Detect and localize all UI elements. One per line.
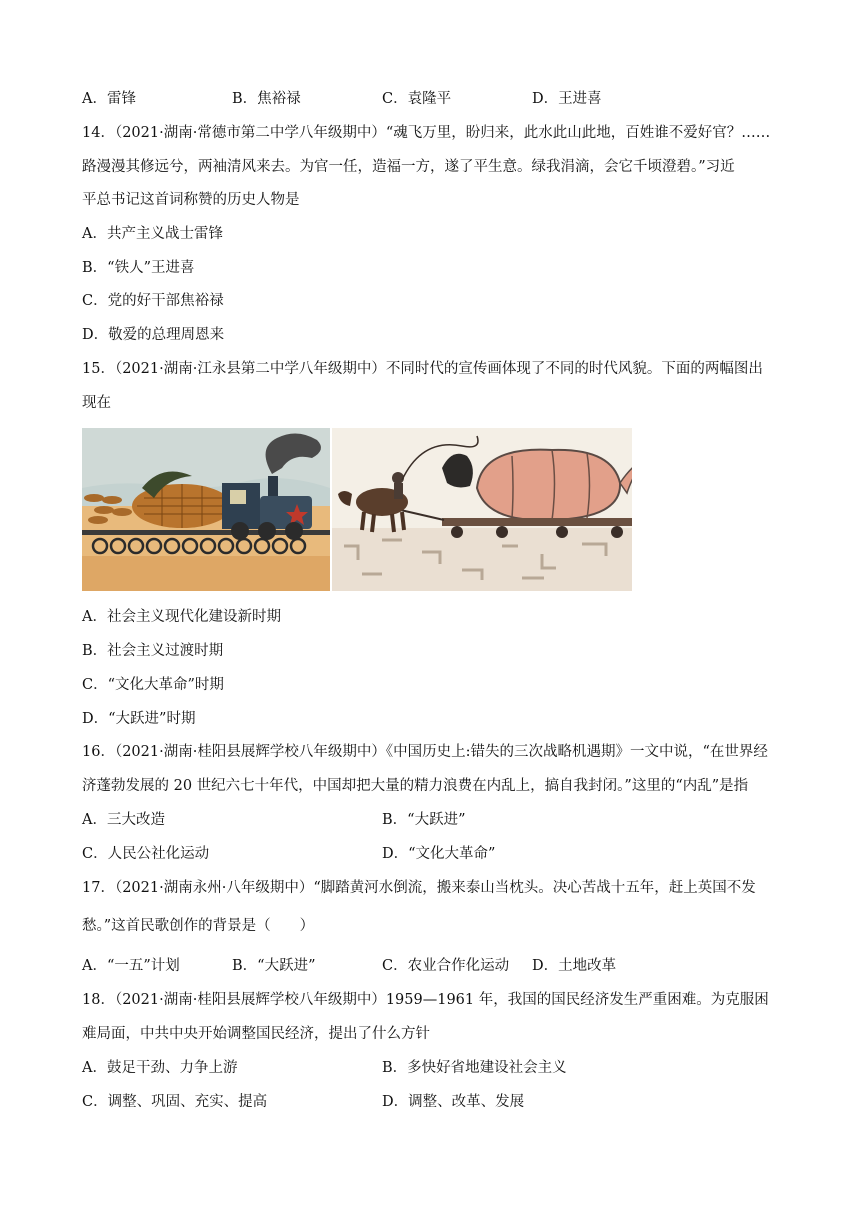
q15-option-c: C．“文化大革命”时期 — [82, 677, 224, 693]
q13-option-a: A．雷锋 — [82, 91, 136, 107]
q14-stem-line-3: 平总书记这首词称赞的历史人物是 — [82, 192, 300, 208]
q13-option-b: B．焦裕禄 — [232, 91, 301, 107]
q16-option-a: A．三大改造 — [82, 812, 165, 828]
propaganda-posters-image — [82, 428, 632, 591]
q14-option-a: A．共产主义战士雷锋 — [82, 226, 223, 242]
ox-cart-poster — [332, 428, 632, 591]
q15-option-b: B．社会主义过渡时期 — [82, 643, 224, 659]
q17-stem-line-1: 17．（2021·湖南永州·八年级期中）“脚踏黄河水倒流，搬来泰山当枕头。决心苦战十五年，赶上英国不发 — [82, 880, 756, 896]
q14-stem-line-2: 路漫漫其修远兮，两袖清风来去。为官一任，造福一方，遂了平生意。绿我涓滴，会它千顷澄碧。”习近 — [82, 159, 735, 175]
q15-option-a: A．社会主义现代化建设新时期 — [82, 609, 281, 625]
q17-option-c: C．农业合作化运动 — [382, 958, 510, 974]
q15-stem-line-2: 现在 — [82, 395, 111, 411]
q14-stem-line-1: 14．（2021·湖南·常德市第二中学八年级期中）“魂飞万里，盼归来，此水此山此地，百姓谁不爱好官？…… — [82, 125, 771, 141]
q16-stem-line-2: 济蓬勃发展的 20 世纪六七十年代，中国却把大量的精力浪费在内乱上，搞自我封闭。”这里的“内乱”是指 — [82, 778, 749, 794]
train-poster — [82, 428, 330, 591]
q16-stem-line-1: 16．（2021·湖南·桂阳县展辉学校八年级期中）《中国历史上:错失的三次战略机遇期》一文中说，“在世界经 — [82, 744, 768, 760]
q15-stem-line-1: 15．（2021·湖南·江永县第二中学八年级期中）不同时代的宣传画体现了不同的时代风貌。下面的两幅图出 — [82, 361, 763, 377]
q14-option-d: D．敬爱的总理周恩来 — [82, 327, 225, 343]
q17-option-b: B．“大跃进” — [232, 958, 316, 974]
q18-stem-line-1: 18．（2021·湖南·桂阳县展辉学校八年级期中）1959—1961 年，我国的国民经济发生严重困难。为克服困 — [82, 992, 769, 1008]
q13-option-c: C．袁隆平 — [382, 91, 452, 107]
q15-option-d: D．“大跃进”时期 — [82, 711, 196, 727]
q16-option-d: D．“文化大革命” — [382, 846, 496, 862]
q18-stem-line-2: 难局面，中共中央开始调整国民经济，提出了什么方针 — [82, 1026, 430, 1042]
q16-option-c: C．人民公社化运动 — [82, 846, 210, 862]
q17-option-a: A．“一五”计划 — [82, 958, 180, 974]
q18-option-a: A．鼓足干劲、力争上游 — [82, 1060, 238, 1076]
q13-option-d: D．王进喜 — [532, 91, 602, 107]
q17-option-d: D．土地改革 — [532, 958, 617, 974]
q14-option-b: B．“铁人”王进喜 — [82, 260, 195, 276]
q18-option-b: B．多快好省地建设社会主义 — [382, 1060, 567, 1076]
q17-stem-line-2: 愁。”这首民歌创作的背景是（ ） — [82, 918, 315, 934]
q16-option-b: B．“大跃进” — [382, 812, 466, 828]
propaganda-posters — [82, 428, 632, 591]
q18-option-d: D．调整、改革、发展 — [382, 1094, 525, 1110]
q14-option-c: C．党的好干部焦裕禄 — [82, 293, 224, 309]
q18-option-c: C．调整、巩固、充实、提高 — [82, 1094, 268, 1110]
